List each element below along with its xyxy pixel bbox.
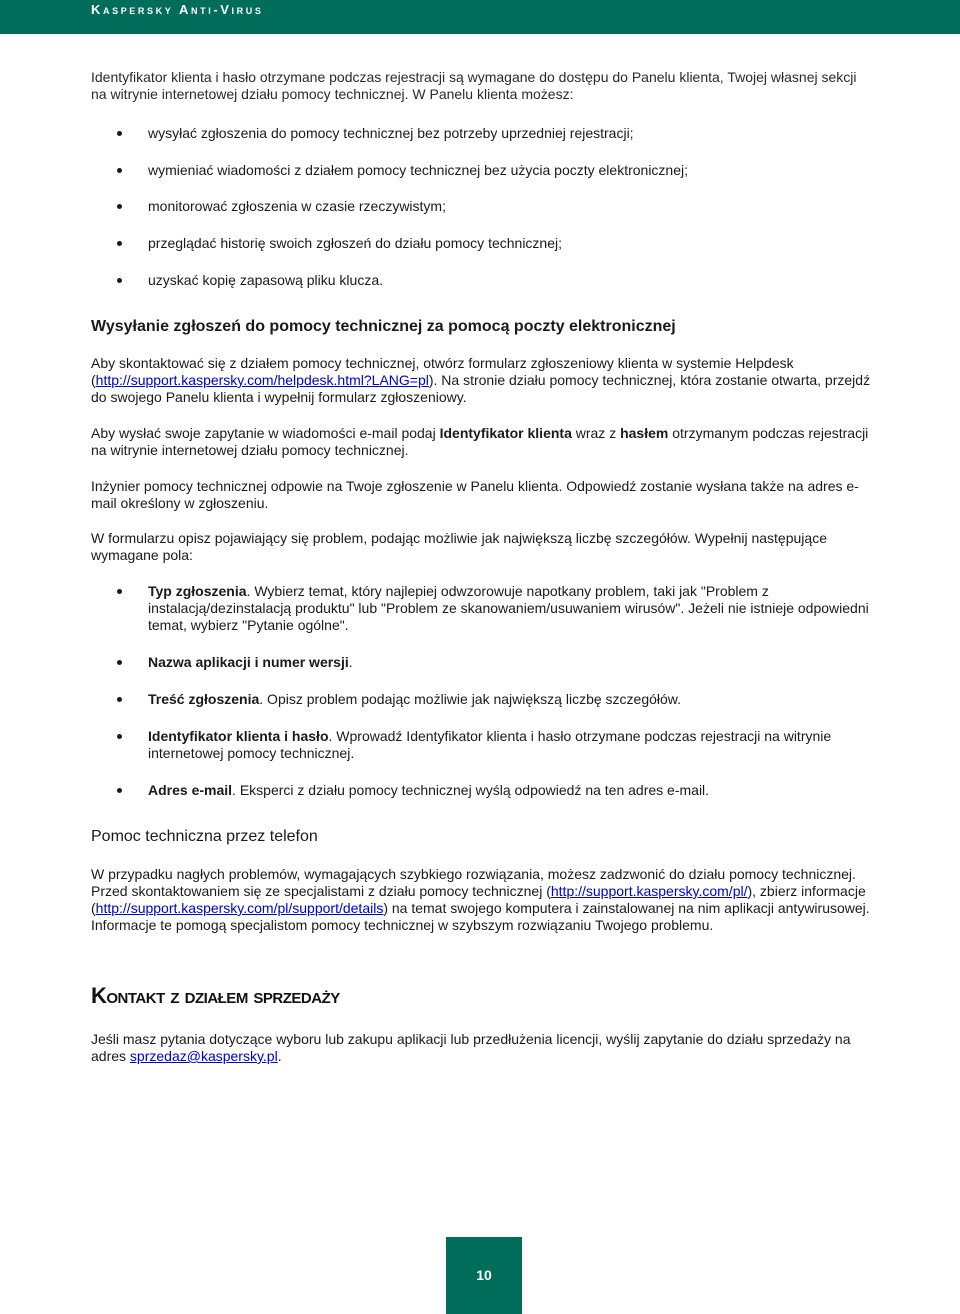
phone-text-before: W przypadku nagłych problemów, wymagających szybkiego rozwiązania, możesz zadzwonić do działu pomocy technicznej. Przed skontaktowaniem się ze specjalistami z działu pomocy technicznej ( xyxy=(91,866,856,899)
email-section-heading: Wysyłanie zgłoszeń do pomocy technicznej za pomocą poczty elektronicznej xyxy=(91,318,676,335)
phone-text-after: ) na temat swojego komputera i zainstalowanej na nim aplikacji antywirusowej. Informacje te pomogą specjalistom pomocy technicznej w szybszym rozwiązaniu Twojego problemu. xyxy=(91,900,870,933)
bullet-icon xyxy=(117,734,122,739)
bullet-icon xyxy=(117,168,122,173)
form-instructions-paragraph: W formularzu opisz pojawiający się problem, podając możliwie jak największą liczbę szczegółów. Wypełnij następujące wymagane pola: xyxy=(91,530,827,563)
phone-text-mid: ), zbierz informacje ( xyxy=(91,883,866,916)
field-description: . xyxy=(348,654,353,670)
list-item-text xyxy=(148,691,870,708)
page-number-badge xyxy=(446,1237,522,1314)
support-link[interactable]: http://support.kaspersky.com/pl/ xyxy=(550,883,748,899)
bullet-icon xyxy=(117,589,122,594)
bullet-icon xyxy=(117,241,122,246)
sales-text-before: Jeśli masz pytania dotyczące wyboru lub zakupu aplikacji lub przedłużenia licencji, wyślij zapytanie do działu sprzedaży na adres xyxy=(91,1031,851,1064)
phone-section-heading: Pomoc techniczna przez telefon xyxy=(91,828,318,845)
helpdesk-text-before: Aby skontaktować się z działem pomocy technicznej, otwórz formularz zgłoszeniowy klienta w systemie Helpdesk ( xyxy=(91,355,794,388)
list-item-text xyxy=(148,782,870,799)
sales-section-heading: Kontakt z działem sprzedaży xyxy=(91,983,340,1008)
intro-paragraph: Identyfikator klienta i hasło otrzymane podczas rejestracji są wymagane do dostępu do Panelu klienta, Twojej własnej sekcji na witrynie internetowej działu pomocy technicznej. W Panelu klienta możesz: xyxy=(91,69,857,102)
phone-paragraph xyxy=(91,866,871,934)
sales-email-link[interactable]: sprzedaz@kaspersky.pl xyxy=(129,1048,278,1064)
list-item-text: przeglądać historię swoich zgłoszeń do działu pomocy technicznej; xyxy=(148,235,562,251)
field-label: Treść zgłoszenia xyxy=(148,691,260,707)
list-item-text: monitorować zgłoszenia w czasie rzeczywistym; xyxy=(148,198,446,214)
header-title: Kaspersky Anti-Virus xyxy=(91,2,264,17)
page-number: 10 xyxy=(476,1267,492,1283)
bullet-icon xyxy=(117,204,122,209)
field-description: . Wybierz temat, który najlepiej odwzorowuje napotkany problem, taki jak "Problem z instalacją/dezinstalacją produktu" lub "Problem ze skanowaniem/usuwaniem wirusów". Jeżeli nie istnieje odpowiedni temat, wybierz "Pytanie ogólne". xyxy=(148,583,869,633)
bullet-icon xyxy=(117,278,122,283)
bullet-icon xyxy=(117,697,122,702)
bullet-icon xyxy=(117,788,122,793)
field-label: Adres e-mail xyxy=(148,782,233,798)
field-label: Typ zgłoszenia xyxy=(148,583,247,599)
helpdesk-paragraph xyxy=(91,355,871,406)
sales-text-after: . xyxy=(277,1048,282,1064)
list-item-text: wysyłać zgłoszenia do pomocy technicznej bez potrzeby uprzedniej rejestracji; xyxy=(148,125,634,141)
list-item-text xyxy=(148,654,870,671)
field-description: . Wprowadź Identyfikator klienta i hasło otrzymane podczas rejestracji na witrynie internetowej pomocy technicznej. xyxy=(148,728,832,761)
email-request-text-before: Aby wysłać swoje zapytanie w wiadomości e-mail podaj xyxy=(91,425,440,441)
engineer-reply-paragraph: Inżynier pomocy technicznej odpowie na Twoje zgłoszenie w Panelu klienta. Odpowiedź zostanie wysłana także na adres e-mail określony w zgłoszeniu. xyxy=(91,478,859,511)
field-description: . Opisz problem podając możliwie jak największą liczbę szczegółów. xyxy=(259,691,682,707)
header-bar xyxy=(0,0,960,34)
field-label: Identyfikator klienta i hasło xyxy=(148,728,329,744)
customer-id-label: Identyfikator klienta xyxy=(439,425,572,441)
sales-paragraph xyxy=(91,1031,871,1065)
bullet-icon xyxy=(117,660,122,665)
email-request-text-mid: wraz z xyxy=(571,425,621,441)
list-item-text xyxy=(148,583,870,634)
field-description: . Eksperci z działu pomocy technicznej wyślą odpowiedź na ten adres e-mail. xyxy=(232,782,710,798)
support-details-link[interactable]: http://support.kaspersky.com/pl/support/details xyxy=(95,900,384,916)
list-item-text xyxy=(148,728,870,762)
email-request-paragraph xyxy=(91,425,871,459)
field-label: Nazwa aplikacji i numer wersji xyxy=(148,654,349,670)
email-request-text-after: otrzymanym podczas rejestracji na witrynie internetowej działu pomocy technicznej. xyxy=(91,425,869,458)
helpdesk-link[interactable]: http://support.kaspersky.com/helpdesk.html?LANG=pl xyxy=(95,372,429,388)
list-item-text: wymieniać wiadomości z działem pomocy technicznej bez użycia poczty elektronicznej; xyxy=(148,162,689,178)
bullet-icon xyxy=(117,131,122,136)
list-item-text: uzyskać kopię zapasową pliku klucza. xyxy=(148,272,384,288)
helpdesk-text-after: ). Na stronie działu pomocy technicznej, która zostanie otwarta, przejdź do swojego Panelu klienta i wypełnij formularz zgłoszeniowy. xyxy=(91,372,871,405)
password-label: hasłem xyxy=(620,425,669,441)
